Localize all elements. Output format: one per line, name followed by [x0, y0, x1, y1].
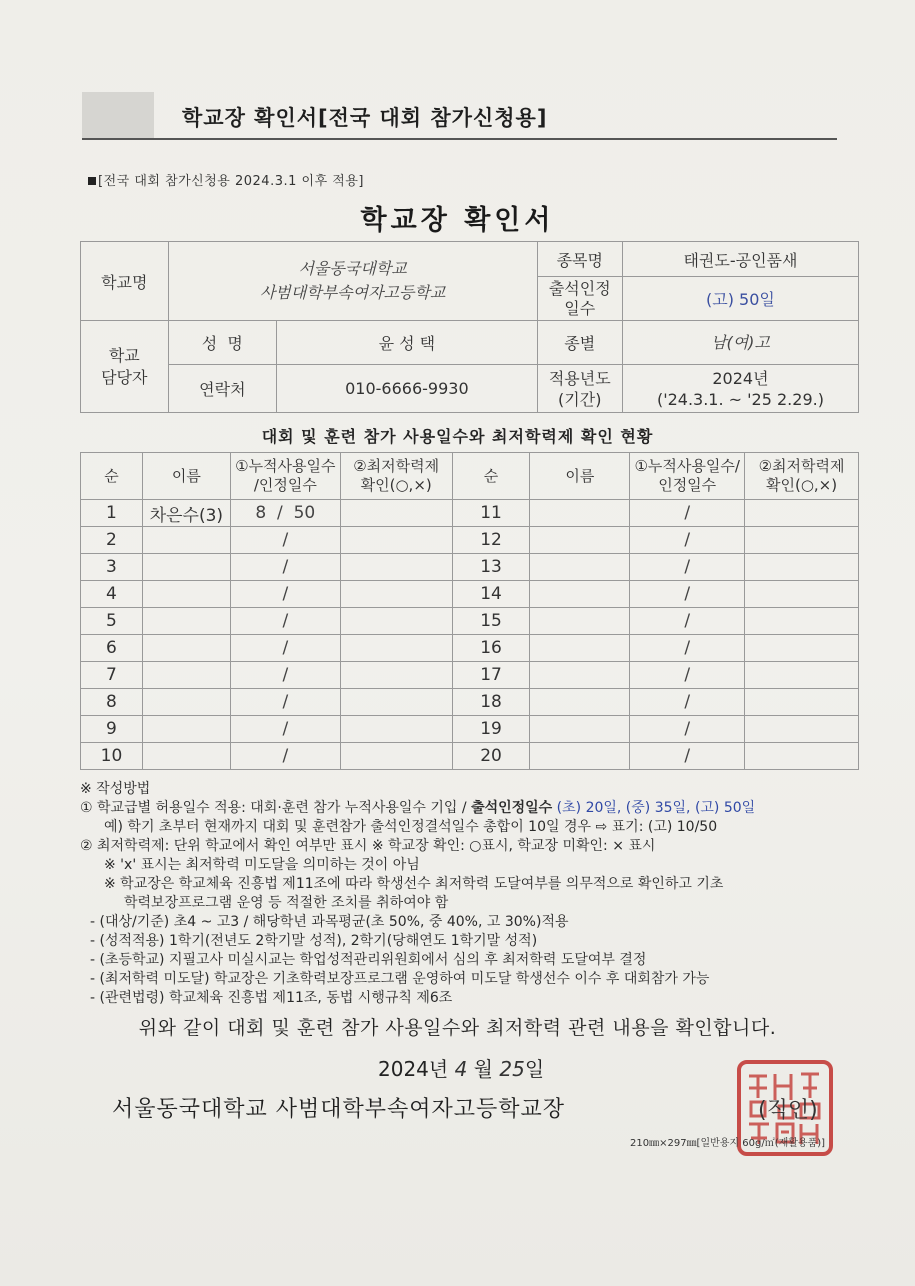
- gender-value: 남(여)고: [622, 321, 858, 365]
- used-days: /: [630, 716, 745, 743]
- student-name: [530, 716, 630, 743]
- student-name: [530, 581, 630, 608]
- header-title: 학교장 확인서[전국 대회 참가신청용]: [182, 106, 548, 130]
- student-name: [530, 662, 630, 689]
- header-cell: 이름: [142, 453, 230, 500]
- instruction-item-2-sub2b: 학력보장프로그램 운영 등 적절한 조치를 취하여야 함: [124, 895, 449, 911]
- sign-date: [378, 1053, 544, 1082]
- used-days: /: [230, 527, 340, 554]
- signer-name: 서울동국대학교 사범대학부속여자고등학교장: [112, 1097, 566, 1122]
- student-name: [530, 554, 630, 581]
- contact-label: 연락처: [168, 365, 277, 413]
- min-academic-check: [340, 635, 452, 662]
- student-name: [530, 608, 630, 635]
- header-divider: [82, 138, 837, 140]
- row-number: 8: [81, 689, 143, 716]
- school-name: [168, 242, 537, 321]
- min-academic-check: [745, 716, 859, 743]
- date-month: 4: [454, 1057, 468, 1081]
- row-number: 3: [81, 554, 143, 581]
- year-value-line2: ('24.3.1. ~ '25 2.29.): [656, 389, 824, 409]
- used-days: /: [230, 662, 340, 689]
- instruction-item-2-sub2a: ※ 학교장은 학교체육 진흥법 제11조에 따라 학생선수 최저학력 도달여부를 의무적으로 확인하고 기초: [104, 876, 724, 892]
- used-days: /: [630, 689, 745, 716]
- table-row: [81, 716, 859, 743]
- usage-table-header: [81, 453, 859, 500]
- confirm-statement: 위와 같이 대회 및 훈련 참가 사용일수와 최저학력 관련 내용을 확인합니다.: [138, 1017, 777, 1039]
- date-month-unit: 월: [473, 1057, 493, 1081]
- table-row: [81, 608, 859, 635]
- min-academic-check: [745, 689, 859, 716]
- attendance-label: 출석인정 일수: [537, 277, 622, 321]
- used-days: /: [630, 554, 745, 581]
- used-days: /: [230, 716, 340, 743]
- header-cell: ①누적사용일수 /인정일수: [230, 453, 340, 500]
- row-number: 9: [81, 716, 143, 743]
- year-value: [622, 365, 858, 413]
- min-academic-check: [340, 554, 452, 581]
- row-number: 17: [452, 662, 530, 689]
- header-cell: ①누적사용일수/ 인정일수: [630, 453, 745, 500]
- min-academic-check: [340, 527, 452, 554]
- student-name: 차은수(3): [142, 500, 230, 527]
- used-days: /: [630, 608, 745, 635]
- gender-label: 종별: [537, 321, 622, 365]
- min-academic-check: [745, 608, 859, 635]
- square-bullet-icon: [88, 177, 96, 185]
- contact-value: 010-6666-9930: [277, 365, 537, 413]
- table-row: [81, 581, 859, 608]
- row-number: 1: [81, 500, 143, 527]
- row-number: 4: [81, 581, 143, 608]
- student-name: [530, 635, 630, 662]
- table-row: [81, 662, 859, 689]
- min-academic-check: [340, 500, 452, 527]
- used-days: /: [630, 581, 745, 608]
- row-number: 5: [81, 608, 143, 635]
- header-cell: ②최저학력제 확인(○,×): [340, 453, 452, 500]
- seal-label: (직인): [758, 1098, 818, 1123]
- student-name: [142, 689, 230, 716]
- school-name-line2: 사범대학부속여자고등학교: [259, 283, 446, 302]
- used-days: /: [230, 635, 340, 662]
- instruction-item-1-example: 예) 학기 초부터 현재까지 대회 및 훈련참가 출석인정결석일수 총합이 10일 경우 ⇨ 표기: (고) 10/50: [104, 819, 718, 835]
- instruction-item-1-limits: (초) 20일, (중) 35일, (고) 50일: [552, 800, 756, 816]
- min-academic-check: [340, 743, 452, 770]
- row-number: 15: [452, 608, 530, 635]
- school-name-line1: 서울동국대학교: [298, 259, 407, 278]
- student-name: [142, 527, 230, 554]
- student-name: [530, 527, 630, 554]
- row-number: 6: [81, 635, 143, 662]
- usage-table-body: [81, 500, 859, 770]
- instruction-bullet: - (대상/기준) 초4 ~ 고3 / 해당학년 과목평균(초 50%, 중 40%, 고 30%)적용: [90, 914, 569, 930]
- instruction-item-2-sub1: ※ 'x' 표시는 최저학력 미도달을 의미하는 것이 아님: [104, 857, 420, 873]
- row-number: 11: [452, 500, 530, 527]
- min-academic-check: [340, 608, 452, 635]
- min-academic-check: [340, 581, 452, 608]
- used-days: /: [630, 743, 745, 770]
- used-days: /: [230, 608, 340, 635]
- date-year: 2024년: [378, 1057, 449, 1081]
- header-cell: ②최저학력제 확인(○,×): [745, 453, 859, 500]
- student-name: [142, 581, 230, 608]
- student-name: [530, 743, 630, 770]
- instruction-item-1-bold: 출석인정일수: [471, 800, 553, 816]
- page-title: 학교장 확인서: [360, 205, 555, 236]
- instruction-bullet: - (관련법령) 학교체육 진흥법 제11조, 동법 시행규칙 제6조: [90, 990, 453, 1006]
- usage-table: [80, 452, 859, 770]
- table-row: [81, 527, 859, 554]
- event-value: 태권도-공인품새: [622, 242, 858, 277]
- instruction-bullet: - (초등학교) 지필고사 미실시교는 학업성적관리위원회에서 심의 후 최저학력 도달여부 결정: [90, 952, 647, 968]
- header-cell: 순: [452, 453, 530, 500]
- row-number: 13: [452, 554, 530, 581]
- event-label: 종목명: [537, 242, 622, 277]
- used-days: /: [230, 581, 340, 608]
- apply-note-text: [전국 대회 참가신청용 2024.3.1 이후 적용]: [98, 174, 364, 189]
- used-days: /: [630, 662, 745, 689]
- instructions: [80, 780, 870, 1008]
- min-academic-check: [745, 635, 859, 662]
- table-row: [81, 500, 859, 527]
- school-info-table: [80, 241, 859, 413]
- section-title: 대회 및 훈련 참가 사용일수와 최저학력제 확인 현황: [261, 427, 654, 446]
- instruction-bullet: - (성적적용) 1학기(전년도 2학기말 성적), 2학기(당해연도 1학기말 성적): [90, 933, 538, 949]
- paper-spec-note: 210㎜×297㎜[일반용지 60g/㎡(재활용품)]: [630, 1138, 826, 1149]
- used-days: 8 / 50: [230, 500, 340, 527]
- used-days: /: [230, 743, 340, 770]
- row-number: 2: [81, 527, 143, 554]
- instruction-item-2: ② 최저학력제: 단위 학교에서 확인 여부만 표시 ※ 학교장 확인: ○표시, 학교장 미확인: × 표시: [80, 838, 656, 854]
- instruction-item-1-text: ① 학교급별 허용일수 적용: 대회·훈련 참가 누적사용일수 기입 /: [80, 800, 472, 816]
- instruction-item-1: [80, 799, 870, 818]
- table-row: [81, 689, 859, 716]
- instruction-bullet: - (최저학력 미도달) 학교장은 기초학력보장프로그램 운영하여 미도달 학생선수 이수 후 대회참가 가능: [90, 971, 710, 987]
- student-name: [142, 635, 230, 662]
- student-name: [142, 716, 230, 743]
- used-days: /: [630, 527, 745, 554]
- min-academic-check: [340, 662, 452, 689]
- used-days: /: [630, 635, 745, 662]
- min-academic-check: [340, 716, 452, 743]
- header-gray-box: [82, 92, 154, 140]
- student-name: [142, 608, 230, 635]
- min-academic-check: [745, 581, 859, 608]
- student-name: [142, 743, 230, 770]
- min-academic-check: [745, 662, 859, 689]
- header-cell: 순: [81, 453, 143, 500]
- student-name: [142, 554, 230, 581]
- apply-note: [88, 170, 364, 189]
- year-value-line1: 2024년: [712, 368, 769, 388]
- used-days: /: [230, 689, 340, 716]
- attendance-value: (고) 50일: [622, 277, 858, 321]
- instructions-heading: ※ 작성방법: [80, 781, 151, 797]
- row-number: 18: [452, 689, 530, 716]
- min-academic-check: [745, 500, 859, 527]
- row-number: 20: [452, 743, 530, 770]
- student-name: [530, 689, 630, 716]
- min-academic-check: [745, 554, 859, 581]
- manager-label: 학교 담당자: [81, 321, 169, 413]
- min-academic-check: [340, 689, 452, 716]
- student-name: [142, 662, 230, 689]
- student-name: [530, 500, 630, 527]
- table-row: [81, 635, 859, 662]
- min-academic-check: [745, 743, 859, 770]
- table-row: [81, 743, 859, 770]
- school-label: 학교명: [81, 242, 169, 321]
- row-number: 7: [81, 662, 143, 689]
- name-value: 윤 성 택: [277, 321, 537, 365]
- row-number: 19: [452, 716, 530, 743]
- date-day-unit: 일: [524, 1057, 545, 1081]
- row-number: 14: [452, 581, 530, 608]
- header-cell: 이름: [530, 453, 630, 500]
- used-days: /: [230, 554, 340, 581]
- table-row: [81, 554, 859, 581]
- date-day: 25: [499, 1057, 525, 1081]
- row-number: 12: [452, 527, 530, 554]
- min-academic-check: [745, 527, 859, 554]
- row-number: 16: [452, 635, 530, 662]
- name-label: 성 명: [168, 321, 277, 365]
- year-label: 적용년도 (기간): [537, 365, 622, 413]
- used-days: /: [630, 500, 745, 527]
- row-number: 10: [81, 743, 143, 770]
